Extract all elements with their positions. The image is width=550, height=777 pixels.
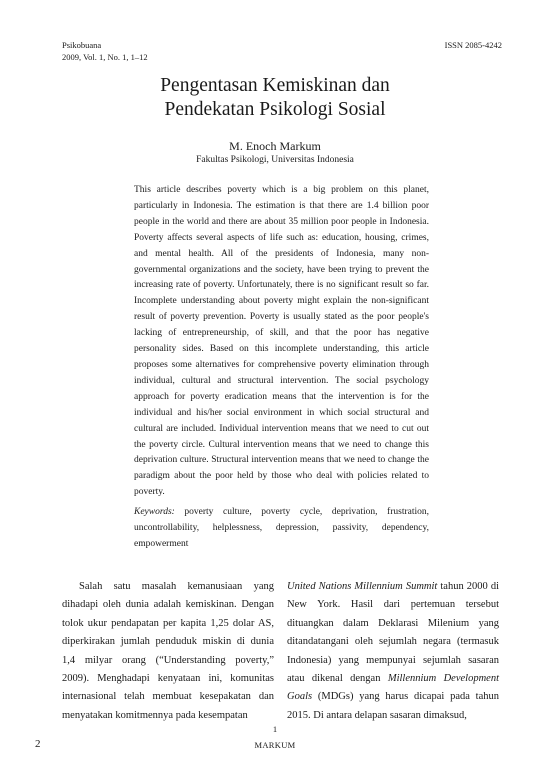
abstract: This article describes poverty which is a big problem on this planet, particularly in Indonesia. The estimation is that there are 1.4 billion poor people in the world and there are about 35 million poor people in Indonesia. Poverty affects several aspects of life such as: education, housing, crimes, and mental health. All of the presidents of Indonesia, many non-governmental organizations and the society, have been trying to prevent the increasing rate of poverty. Unfortunately, there is no significant result so far. Incomplete understanding about poverty might explain the non-significant result of poverty prevention. Poverty is usually stated as the poor people's lacking of entrepreneurship, of skill, and that the poor has negative personality sides. Based on this incomplete understanding, this article proposes some alternatives for comprehensive poverty elimination through individual, cultural and structural intervention. The social psychology approach for poverty eradication means that the intervention is for the individual and his/her social environment in which social structural and cultural are included. Individual intervention means that we need to cut out the poverty circle. Cultural intervention means that we need to change this deprivation culture. Structural intervention means that we need to change the paradigm about the poor held by those who deal with policies related to poverty. — [134, 185, 429, 498]
mdg-name: Millennium Development Goals — [287, 673, 499, 703]
title-line-1: Pengentasan Kemiskinan dan — [160, 75, 390, 96]
journal-name: Psikobuana — [62, 40, 102, 50]
author-affiliation: Fakultas Psikologi, Universitas Indonesia — [196, 155, 354, 165]
journal-citation: 2009, Vol. 1, No. 1, 1–12 — [62, 52, 148, 62]
keywords-label: Keywords: — [134, 507, 175, 517]
footnote-number: 1 — [272, 724, 278, 734]
page-number: 2 — [35, 738, 41, 750]
body-column-right — [287, 578, 499, 725]
article-title — [0, 74, 550, 122]
body-right-text-1: tahun 2000 di New York. Hasil dari pertemuan tersebut dituangkan dalam Deklarasi Milenium yang ditandatangani oleh sejumlah negara (termasuk Indonesia) yang mempunyai sejumlah sasaran atau dikenal dengan — [287, 581, 499, 685]
summit-name: United Nations Millennium Summit — [287, 581, 438, 592]
body-column-left: Salah satu masalah kemanusiaan yang dihadapi oleh dunia adalah kemiskinan. Dengan tolok ukur pendapatan per kapita 1,25 dolar AS, diperkirakan jumlah penduduk miskin di dunia 1,4 milyar orang (“Understanding poverty,” 2009). Menghadapi kenyataan ini, komunitas internasional telah membuat kesepakatan dan menyatakan komitmennya pada kesempatan — [62, 581, 274, 721]
author-name: M. Enoch Markum — [229, 139, 321, 153]
keywords-list: poverty culture, poverty cycle, deprivation, frustration, uncontrollability, helplessness, depression, passivity, dependency, empowerment — [134, 507, 430, 549]
title-line-2: Pendekatan Psikologi Sosial — [164, 99, 386, 120]
body-right-text-2: (MDGs) yang harus dicapai pada tahun 2015. Di antara delapan sasaran dimaksud, — [287, 691, 499, 721]
issn: ISSN 2085-4242 — [444, 40, 502, 50]
running-head: MARKUM — [254, 740, 296, 750]
keywords — [134, 505, 429, 553]
